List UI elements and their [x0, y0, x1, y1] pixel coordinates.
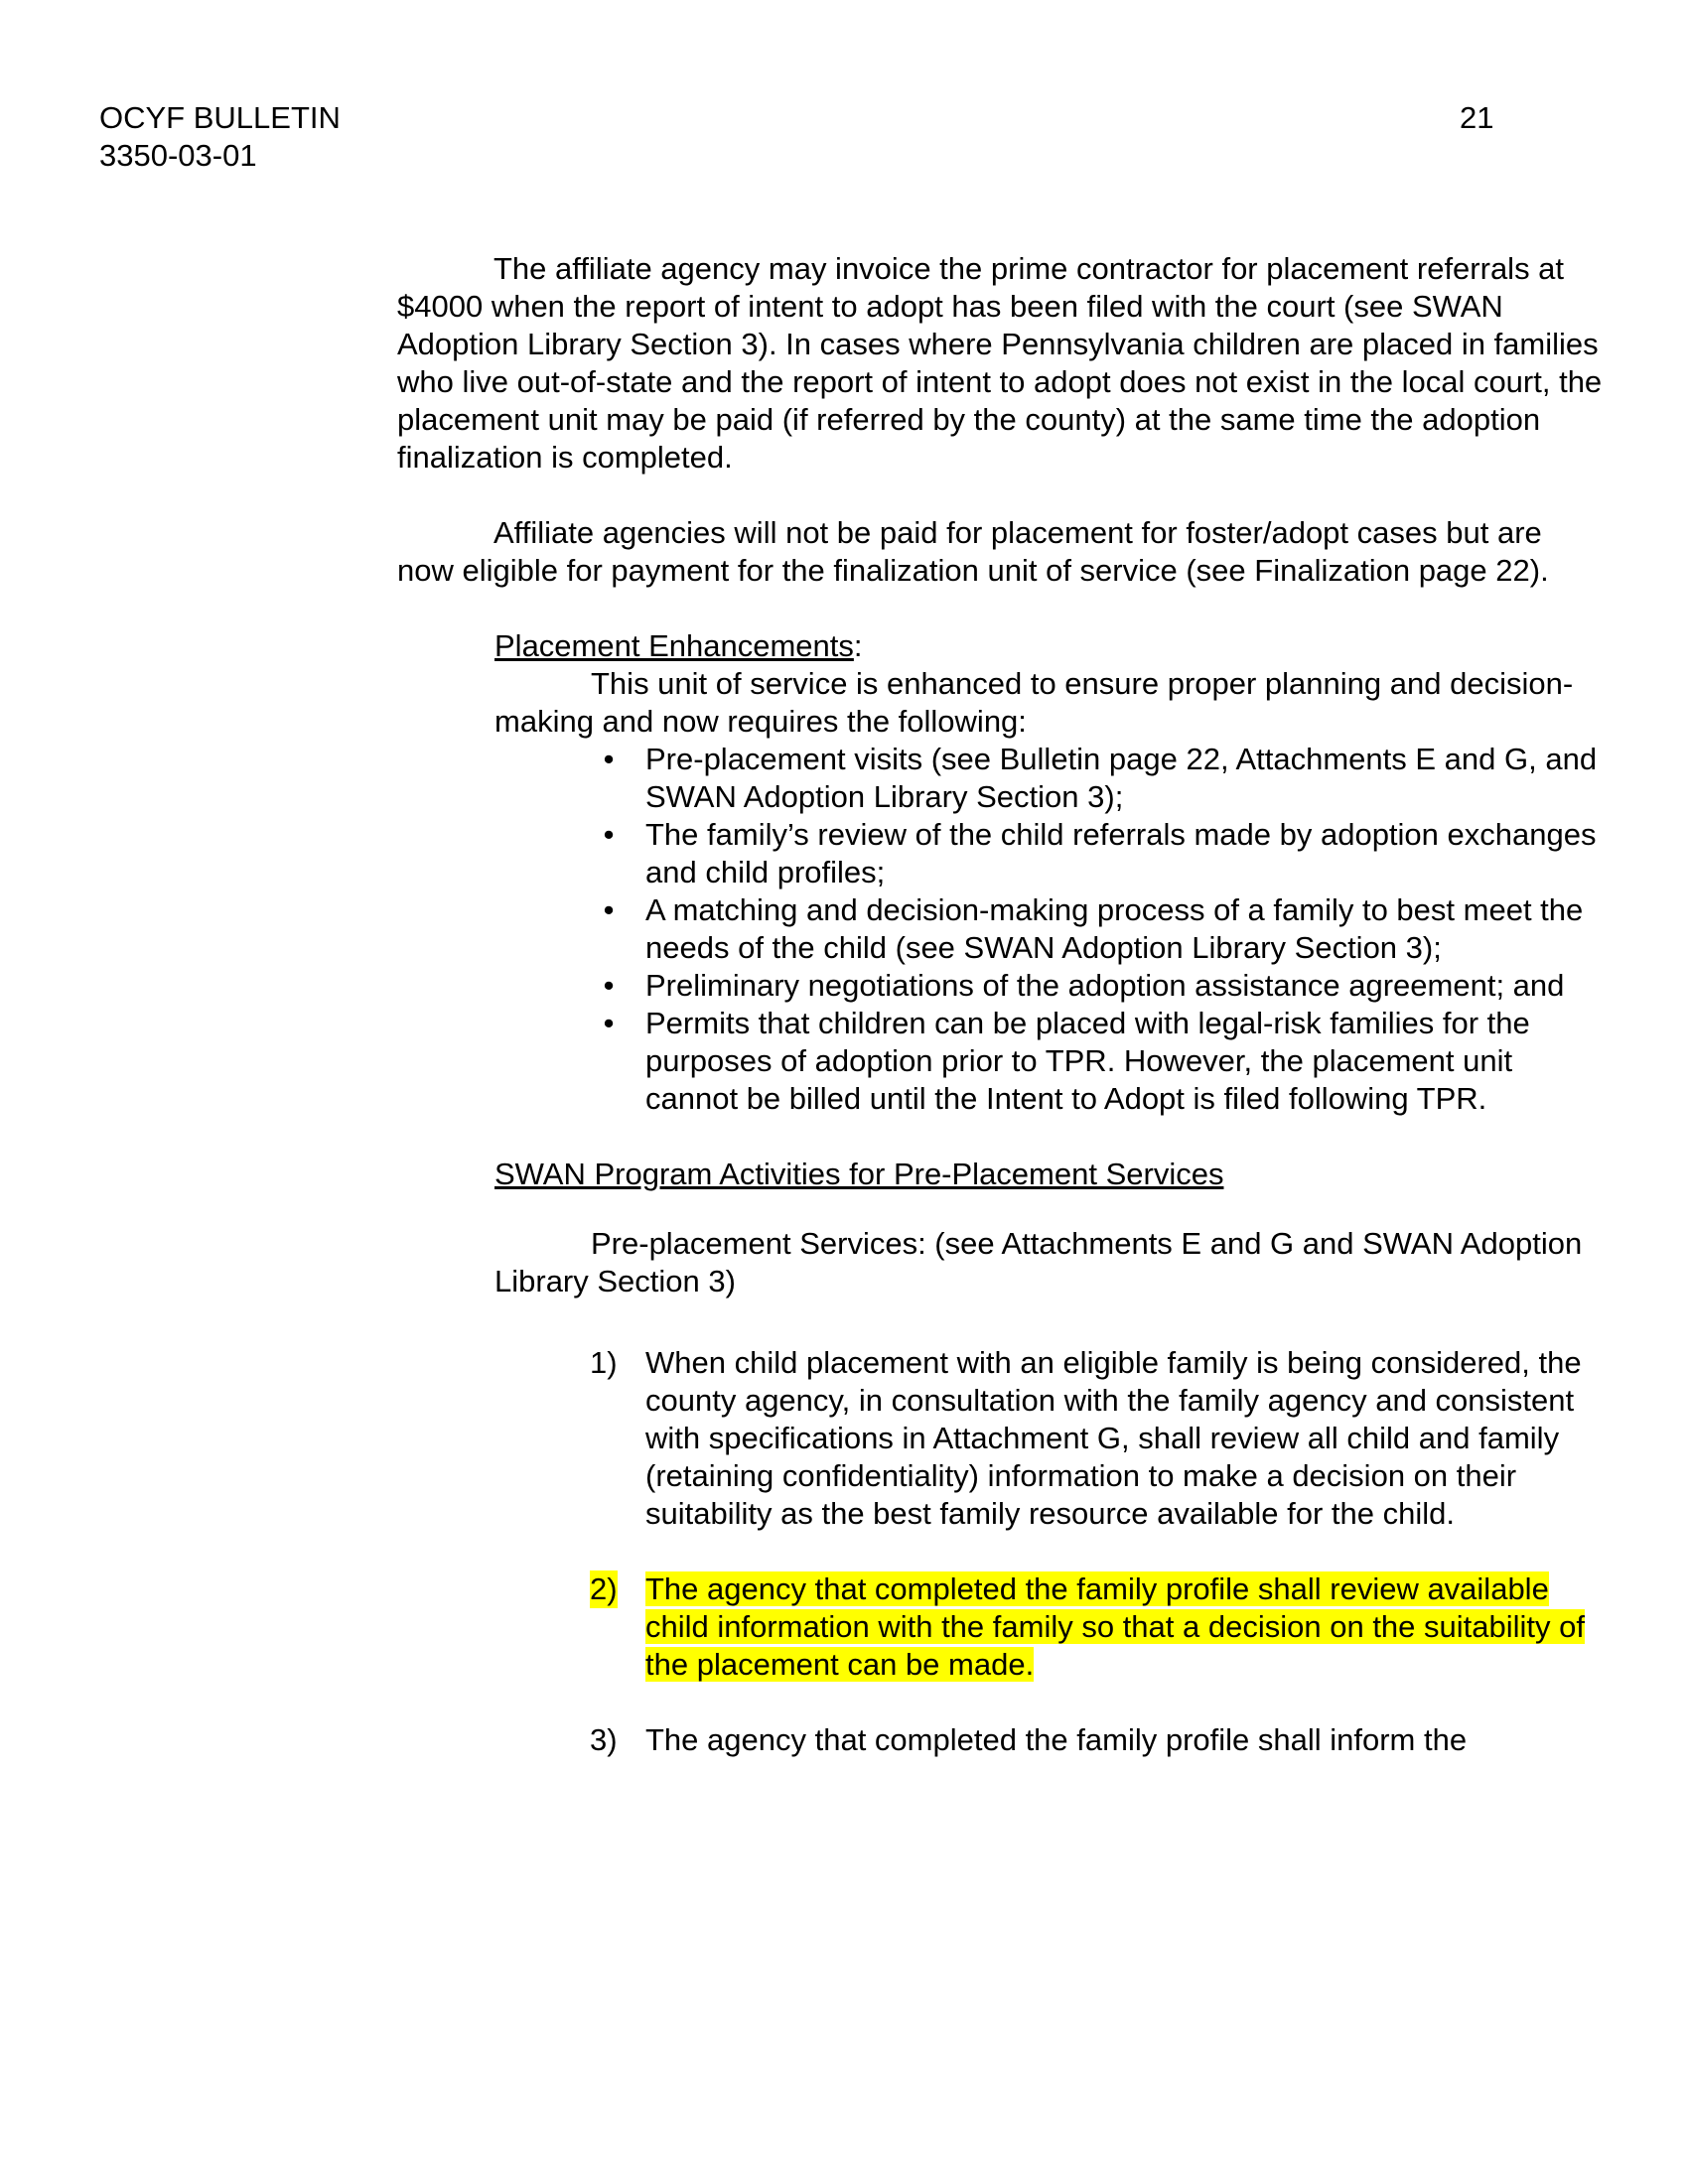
bullet-icon: • — [603, 817, 615, 852]
activities-list — [494, 1344, 1604, 1759]
item-number: 3) — [590, 1722, 618, 1757]
numbered-item — [494, 1344, 1604, 1533]
list-item-text: A matching and decision-making process of a family to best meet the needs of the child (see SWAN Adoption Library Section 3); — [645, 892, 1584, 965]
list-item — [494, 816, 1604, 891]
list-item — [494, 891, 1604, 967]
item-text: When child placement with an eligible family is being considered, the county agency, in consultation with the family agency and consistent with specifications in Attachment G, shall review all child and family (retaining confidentiality) information to make a decision on their suitability as the best family resource available for the child. — [645, 1345, 1582, 1531]
body-text — [397, 250, 1604, 1759]
placement-enhancements-section — [494, 627, 1604, 1759]
bulletin-header — [99, 99, 695, 175]
bulletin-number: 3350-03-01 — [99, 138, 257, 173]
list-item-text: The family’s review of the child referrals made by adoption exchanges and child profiles; — [645, 817, 1597, 889]
page-number: 21 — [1460, 100, 1494, 135]
list-item-text: Preliminary negotiations of the adoption assistance agreement; and — [645, 968, 1565, 1003]
paragraph-affiliate-payment: Affiliate agencies will not be paid for placement for foster/adopt cases but are now eligible for payment for the finalization unit of service (see Finalization page 22). — [397, 515, 1549, 588]
numbered-item — [494, 1721, 1604, 1759]
list-item-text: Permits that children can be placed with legal-risk families for the purposes of adoption prior to TPR. However, the placement unit cannot be billed until the Intent to Adopt is filed following TPR. — [645, 1006, 1530, 1116]
item-number: 2) — [590, 1571, 618, 1606]
bulletin-title: OCYF BULLETIN — [99, 100, 341, 135]
heading-colon: : — [853, 628, 863, 663]
item-text: The agency that completed the family profile shall inform the — [645, 1722, 1468, 1757]
activities-intro: Pre-placement Services: (see Attachments E and G and SWAN Adoption Library Section 3) — [494, 1226, 1583, 1298]
placement-enhancements-intro: This unit of service is enhanced to ensure proper planning and decision-making and now requires the following: — [494, 666, 1574, 739]
bullet-icon: • — [603, 1006, 615, 1040]
heading-text: Placement Enhancements — [494, 628, 854, 663]
requirements-list — [494, 741, 1604, 1118]
paragraph-invoice: The affiliate agency may invoice the prime contractor for placement referrals at $4000 when the report of intent to adopt has been filed with the court (see SWAN Adoption Library Section 3). In cases where Pennsylvania children are placed in families who live out-of-state and the report of intent to adopt does not exist in the local court, the placement unit may be paid (if referred by the county) at the same time the adoption finalization is completed. — [397, 251, 1603, 475]
item-number: 1) — [590, 1345, 618, 1380]
list-item-text: Pre-placement visits (see Bulletin page 22, Attachments E and G, and SWAN Adoption Library Section 3); — [645, 742, 1598, 814]
placement-enhancements-heading — [494, 627, 1604, 665]
bullet-icon: • — [603, 892, 615, 927]
numbered-item-highlighted — [494, 1570, 1604, 1684]
list-item — [494, 1005, 1604, 1118]
list-item — [494, 741, 1604, 816]
list-item — [494, 967, 1604, 1005]
bullet-icon: • — [603, 742, 615, 776]
highlighted-item-text: The agency that completed the family profile shall review available child information with the family so that a decision on the suitability of the placement can be made. — [645, 1571, 1585, 1682]
activities-heading: SWAN Program Activities for Pre-Placement Services — [494, 1157, 1224, 1191]
bullet-icon: • — [603, 968, 615, 1003]
